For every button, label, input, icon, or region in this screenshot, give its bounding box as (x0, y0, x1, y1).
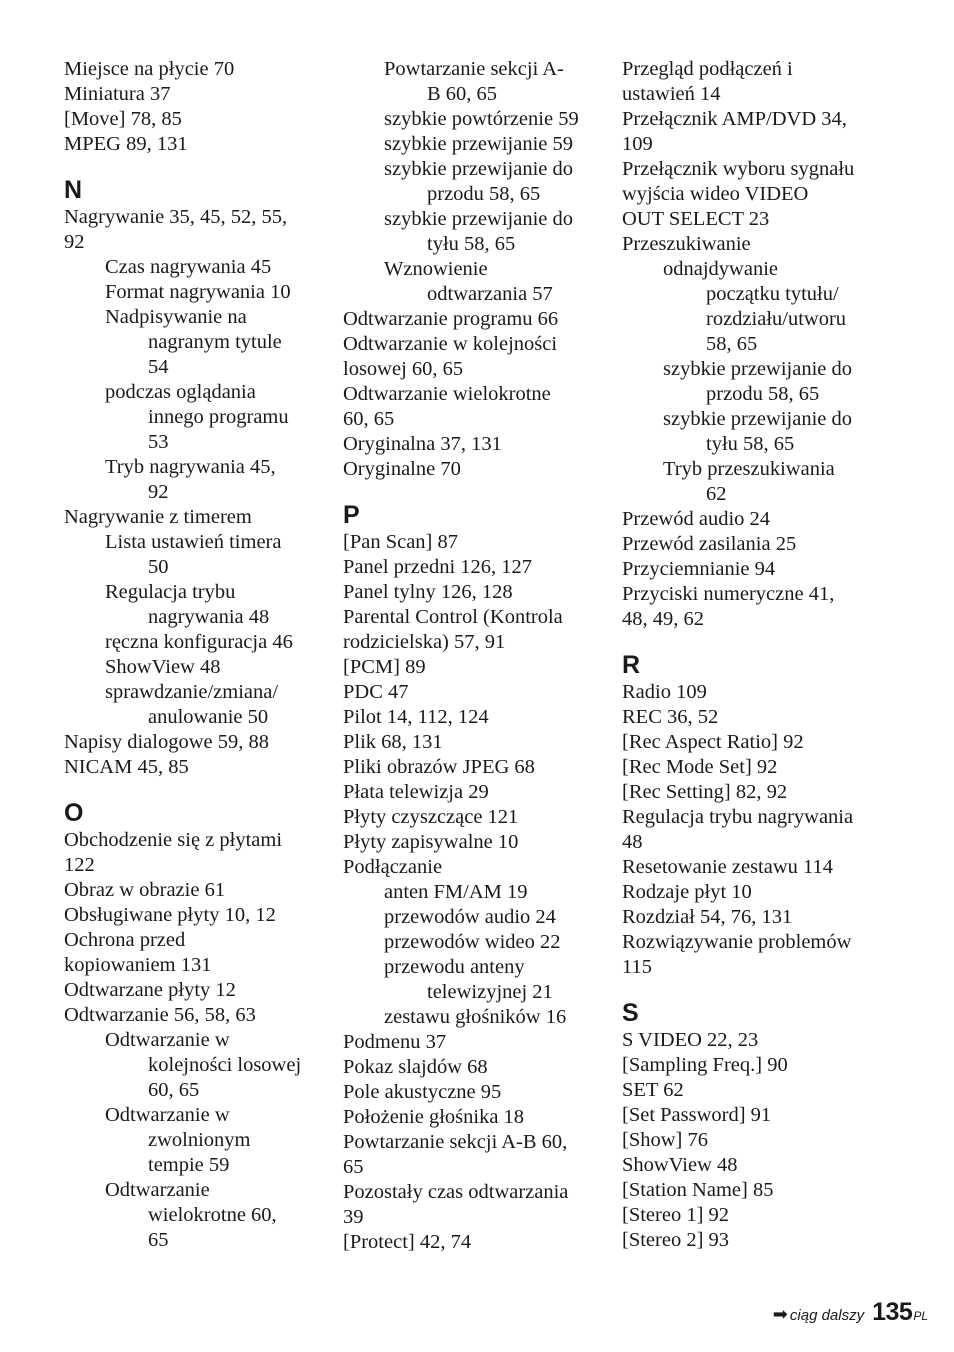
section-letter-heading: O (64, 799, 84, 827)
index-entry: wyjścia wideo VIDEO (622, 183, 809, 205)
index-entry: Obsługiwane płyty 10, 12 (64, 904, 276, 926)
index-entry: Przegląd podłączeń i (622, 58, 793, 80)
index-continuation: tyłu 58, 65 (427, 233, 516, 255)
index-entry: Położenie głośnika 18 (343, 1106, 525, 1128)
index-entry: [Rec Aspect Ratio] 92 (622, 731, 804, 753)
continued-label: ciąg dalszy (789, 1307, 865, 1324)
index-entry: Przewód audio 24 (622, 508, 771, 530)
index-entry: [Protect] 42, 74 (343, 1231, 472, 1253)
index-entry: Parental Control (Kontrola (343, 606, 563, 628)
index-continuation: przodu 58, 65 (427, 183, 541, 205)
index-entry: Panel przedni 126, 127 (343, 556, 533, 578)
page-language-suffix: PL (913, 1309, 928, 1323)
index-column-2 (343, 57, 605, 1255)
index-entry: Przełącznik AMP/DVD 34, (622, 108, 847, 130)
index-subentry: Czas nagrywania 45 (105, 256, 272, 278)
section-letter-heading: R (622, 651, 641, 679)
index-entry: Obraz w obrazie 61 (64, 879, 226, 901)
index-continuation: anulowanie 50 (148, 706, 269, 728)
index-entry: Przyciski numeryczne 41, (622, 583, 835, 605)
index-subentry: ręczna konfiguracja 46 (105, 631, 293, 653)
index-continuation: początku tytułu/ (706, 283, 839, 305)
index-entry: Przełącznik wyboru sygnału (622, 158, 855, 180)
index-subentry: szybkie przewijanie 59 (384, 133, 573, 155)
index-entry: [Stereo 2] 93 (622, 1229, 730, 1251)
index-entry: Płata telewizja 29 (343, 781, 489, 803)
index-entry: Radio 109 (622, 681, 707, 703)
index-entry: 60, 65 (343, 408, 395, 430)
index-entry: Miejsce na płycie 70 (64, 58, 235, 80)
index-entry: 92 (64, 231, 85, 253)
index-subentry: przewodu anteny (384, 956, 525, 978)
index-entry: Odtwarzanie wielokrotne (343, 383, 551, 405)
index-subentry: Lista ustawień timera (105, 531, 282, 553)
index-entry: losowej 60, 65 (343, 358, 464, 380)
index-continuation: B 60, 65 (427, 83, 498, 105)
index-continuation: 62 (706, 483, 727, 505)
index-entry: Podłączanie (343, 856, 443, 878)
index-continuation: 58, 65 (706, 333, 758, 355)
index-subentry: szybkie przewijanie do (663, 408, 852, 430)
index-continuation: nagranym tytule (148, 331, 282, 353)
index-entry: Rozdział 54, 76, 131 (622, 906, 793, 928)
index-entry: Pozostały czas odtwarzania (343, 1181, 569, 1203)
index-subentry: zestawu głośników 16 (384, 1006, 567, 1028)
index-entry: NICAM 45, 85 (64, 756, 189, 778)
index-subentry: Odtwarzanie w (105, 1104, 230, 1126)
index-subentry: Powtarzanie sekcji A- (384, 58, 564, 80)
index-entry: S VIDEO 22, 23 (622, 1029, 759, 1051)
index-entry: Odtwarzanie programu 66 (343, 308, 559, 330)
index-entry: [PCM] 89 (343, 656, 426, 678)
index-entry: Powtarzanie sekcji A-B 60, (343, 1131, 568, 1153)
index-subentry: Odtwarzanie w (105, 1029, 230, 1051)
index-entry: 65 (343, 1156, 364, 1178)
index-entry: Odtwarzanie 56, 58, 63 (64, 1004, 256, 1026)
index-entry: [Stereo 1] 92 (622, 1204, 730, 1226)
index-entry: SET 62 (622, 1079, 684, 1101)
index-entry: rodzicielska) 57, 91 (343, 631, 506, 653)
index-continuation: innego programu (148, 406, 289, 428)
index-entry: Przeszukiwanie (622, 233, 751, 255)
index-continuation: kolejności losowej (148, 1054, 302, 1076)
continued-arrow-icon: ➡ (772, 1304, 788, 1324)
index-entry: MPEG 89, 131 (64, 133, 188, 155)
index-continuation: tempie 59 (148, 1154, 230, 1176)
index-entry: kopiowaniem 131 (64, 954, 212, 976)
index-entry: [Move] 78, 85 (64, 108, 182, 130)
index-entry: [Set Password] 91 (622, 1104, 772, 1126)
index-column-3 (622, 57, 884, 1253)
index-subentry: Regulacja trybu (105, 581, 236, 603)
index-entry: [Rec Setting] 82, 92 (622, 781, 788, 803)
index-entry: [Sampling Freq.] 90 (622, 1054, 788, 1076)
index-entry: Miniatura 37 (64, 83, 171, 105)
page-number: 135 (872, 1298, 913, 1326)
index-continuation: 53 (148, 431, 169, 453)
index-entry: Przewód zasilania 25 (622, 533, 797, 555)
index-entry: 48, 49, 62 (622, 608, 704, 630)
index-entry: 39 (343, 1206, 364, 1228)
index-entry: [Pan Scan] 87 (343, 531, 459, 553)
index-entry: Rodzaje płyt 10 (622, 881, 752, 903)
index-subentry: szybkie powtórzenie 59 (384, 108, 579, 130)
index-subentry: Wznowienie (384, 258, 488, 280)
index-continuation: 65 (148, 1229, 169, 1251)
section-letter-heading: N (64, 176, 83, 204)
index-entry: [Rec Mode Set] 92 (622, 756, 778, 778)
index-entry: Podmenu 37 (343, 1031, 447, 1053)
index-continuation: 50 (148, 556, 169, 578)
index-entry: Płyty zapisywalne 10 (343, 831, 519, 853)
index-entry: PDC 47 (343, 681, 409, 703)
index-continuation: zwolnionym (148, 1129, 251, 1151)
index-entry: 109 (622, 133, 653, 155)
index-subentry: szybkie przewijanie do (384, 208, 573, 230)
index-entry: Regulacja trybu nagrywania (622, 806, 854, 828)
index-column-1 (64, 57, 326, 1253)
index-entry: Resetowanie zestawu 114 (622, 856, 834, 878)
index-continuation: wielokrotne 60, (148, 1204, 277, 1226)
index-subentry: przewodów wideo 22 (384, 931, 561, 953)
index-entry: [Show] 76 (622, 1129, 708, 1151)
index-subentry: przewodów audio 24 (384, 906, 556, 928)
index-subentry: Format nagrywania 10 (105, 281, 291, 303)
index-continuation: 60, 65 (148, 1079, 200, 1101)
index-entry: Odtwarzane płyty 12 (64, 979, 236, 1001)
index-entry: Przyciemnianie 94 (622, 558, 776, 580)
index-continuation: 54 (148, 356, 169, 378)
index-entry: Nagrywanie 35, 45, 52, 55, (64, 206, 288, 228)
index-entry: Oryginalne 70 (343, 458, 461, 480)
index-entry: [Station Name] 85 (622, 1179, 774, 1201)
index-subentry: Odtwarzanie (105, 1179, 210, 1201)
index-entry: 48 (622, 831, 643, 853)
section-letter-heading: S (622, 999, 639, 1027)
index-entry: ShowView 48 (622, 1154, 738, 1176)
index-subentry: sprawdzanie/zmiana/ (105, 681, 279, 703)
index-subentry: anten FM/AM 19 (384, 881, 528, 903)
index-entry: Oryginalna 37, 131 (343, 433, 502, 455)
index-entry: Ochrona przed (64, 929, 186, 951)
index-entry: Odtwarzanie w kolejności (343, 333, 558, 355)
index-entry: Pilot 14, 112, 124 (343, 706, 489, 728)
index-continuation: odtwarzania 57 (427, 283, 553, 305)
index-entry: Rozwiązywanie problemów (622, 931, 852, 953)
page-footer (773, 1298, 928, 1327)
index-entry: Pliki obrazów JPEG 68 (343, 756, 535, 778)
index-subentry: Nadpisywanie na (105, 306, 247, 328)
index-continuation: telewizyjnej 21 (427, 981, 553, 1003)
index-entry: Panel tylny 126, 128 (343, 581, 513, 603)
index-entry: ustawień 14 (622, 83, 721, 105)
index-continuation: tyłu 58, 65 (706, 433, 795, 455)
index-entry: Nagrywanie z timerem (64, 506, 252, 528)
section-letter-heading: P (343, 501, 360, 529)
index-continuation: nagrywania 48 (148, 606, 270, 628)
index-entry: Obchodzenie się z płytami (64, 829, 283, 851)
index-subentry: szybkie przewijanie do (663, 358, 852, 380)
index-entry: 115 (622, 956, 652, 978)
index-subentry: ShowView 48 (105, 656, 221, 678)
index-entry: Napisy dialogowe 59, 88 (64, 731, 269, 753)
index-subentry: odnajdywanie (663, 258, 778, 280)
index-subentry: Tryb nagrywania 45, (105, 456, 276, 478)
index-entry: Plik 68, 131 (343, 731, 443, 753)
index-subentry: Tryb przeszukiwania (663, 458, 835, 480)
index-subentry: szybkie przewijanie do (384, 158, 573, 180)
index-continuation: 92 (148, 481, 169, 503)
index-entry: Pole akustyczne 95 (343, 1081, 502, 1103)
index-subentry: podczas oglądania (105, 381, 256, 403)
index-entry: 122 (64, 854, 95, 876)
index-entry: REC 36, 52 (622, 706, 719, 728)
index-continuation: przodu 58, 65 (706, 383, 820, 405)
index-continuation: rozdziału/utworu (706, 308, 847, 330)
index-entry: Płyty czyszczące 121 (343, 806, 519, 828)
index-entry: OUT SELECT 23 (622, 208, 770, 230)
index-entry: Pokaz slajdów 68 (343, 1056, 488, 1078)
